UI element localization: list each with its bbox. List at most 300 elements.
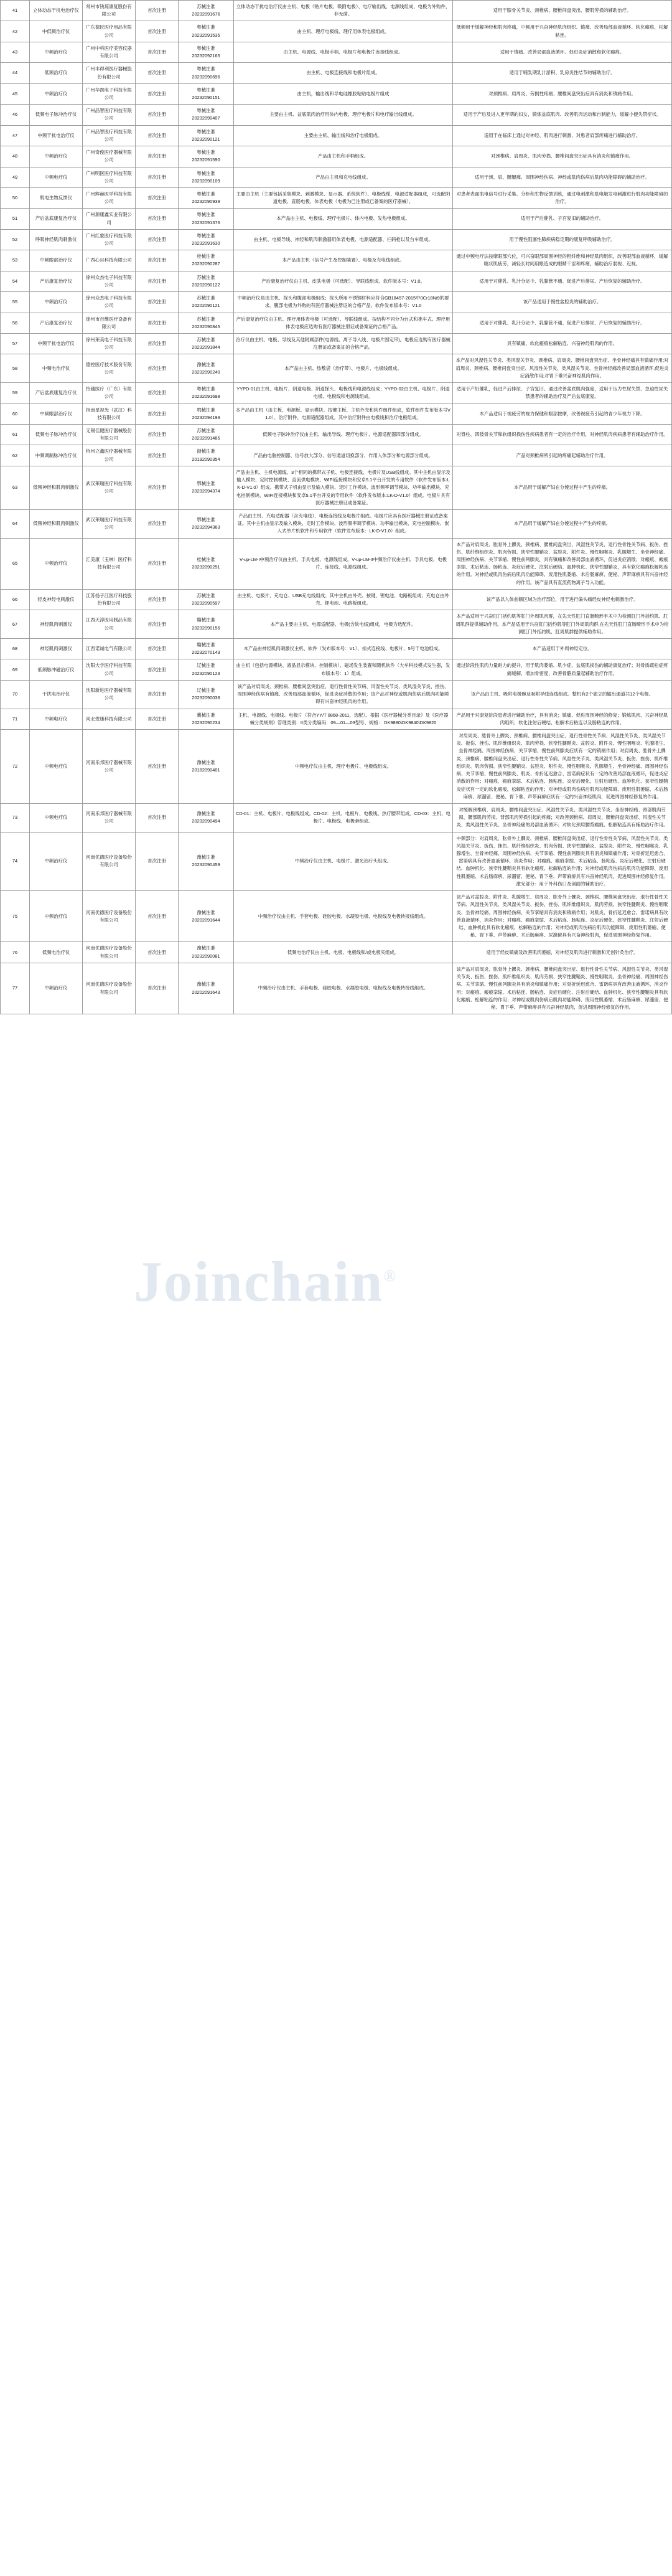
intended-use: 该产品由主机、吸附电极碗及吸附导线连线组成。整机有2个独立的输出通道共12个电极。: [453, 680, 672, 709]
structure-composition: 本产品主要由主机、电源适配器、电极(含软电线)组成，电极为选配件。: [234, 610, 453, 639]
regno-prefix: 粤械注准: [197, 232, 215, 238]
intended-use: 对患者表面肌电信号进行采集、分析和生物反馈训练，通过电刺激和肌电触发电刺激进行肌肉功能障碍的治疗。: [453, 187, 672, 208]
table-row: [1, 187, 672, 208]
registration-type: 首次注册: [136, 610, 179, 639]
row-index: 47: [1, 125, 30, 146]
intended-use: 具有镇痛、软化瘢痕松解粘连、兴奋神经肌肉的作用。: [453, 334, 672, 354]
registration-type: 首次注册: [136, 334, 179, 354]
regno-prefix: 粤械注准: [197, 108, 215, 114]
registration-type: 首次注册: [136, 209, 179, 229]
regno-prefix: 粤械注准: [197, 170, 215, 176]
row-index: 56: [1, 313, 30, 333]
registration-type: 首次注册: [136, 942, 179, 963]
registrant-company: 沈阳大学医疗科技有限公司: [83, 659, 136, 680]
registrant-company: 徐州众杰电子科技有限公司: [83, 271, 136, 291]
row-index: 67: [1, 610, 30, 639]
intended-use: 对肩周炎、肱骨外上髁炎、颈椎病、腰椎间盘突出症、退行性骨性关节病、风湿性关节炎、类风湿关节炎、扳伤、挫伤、肌纤维组织炎、肌肉劳损、狭窄性腱鞘炎、盆腔炎、附件炎、慢性咽喉炎、乳腺增生、坐骨神经痛、周围神经伤病、关节挛缩、慢性前列腺炎症状有一定的镇痛作用；对肩周炎、肱骨外上髁炎、颈椎病、腰椎间盘突出症、退行性骨性关节病、风湿性关节炎、类风湿关节炎、扳伤、挫伤、肌纤维组织炎、肌肉劳损、狭窄性腱鞘炎、盆腔炎、附件炎、慢性咽喉炎、乳腺增生、坐骨神经痛、周围神经伤病、关节挛缩、慢性前列腺炎、肌炎、骨折延迟愈合、雷诺病症状有一定的改善局部血液循环，促进炎症消散的作用；对瘢痕、瘢痕挛缩、术后粘连、肠粘连、炎症后硬化、注射后硬结、血肿机化、狭窄性腱鞘炎症状有一定的软化瘢痕，松解粘连的作用；对神经或肌肉伤病后肌肉功能障碍、废用性肌萎缩、术后肠麻痹、尿潴留、便秘、胃下垂、声带麻痹症状有一定的兴奋神经肌肉，促进周围神经修复的作用。: [453, 729, 672, 803]
row-index: 59: [1, 383, 30, 403]
structure-composition: 中频治疗仪是由主机、探头和腹部电极组成；探头所用不锈钢材料应符合GB18457-2015中0Cr18Ni9的要求。腹部电极为外购的有医疗器械注册证的合格产品。软件发布版本号：V1.0: [234, 292, 453, 313]
product-name: 中频电治疗仪: [30, 354, 83, 383]
intended-use: 适用于产后及进入更年期的妇女，锻炼盆底肌肉、改善肌肉运动和自制能力，缓解小便失禁症状。: [453, 105, 672, 125]
intended-use: 适用于经皮镇痛及改善肌肉萎缩，对神经及肌肉进行刺激和无创针灸治疗。: [453, 942, 672, 963]
structure-composition: 产品由主机和手柄组成。: [234, 146, 453, 167]
intended-use: 本产品适用于外周神经定位。: [453, 639, 672, 659]
registration-type: 首次注册: [136, 424, 179, 445]
registrant-company: 指南星视光（武汉）科技有限公司: [83, 403, 136, 424]
row-index: 49: [1, 167, 30, 187]
regno-prefix: 鄂械注准: [197, 517, 215, 523]
registration-number: [179, 445, 234, 466]
regno-number: 20232091698: [192, 394, 220, 400]
table-row: [1, 963, 672, 1014]
table-row: [1, 891, 672, 942]
regno-number: 20232090845: [192, 323, 220, 329]
product-name: 中频治疗仪: [30, 292, 83, 313]
regno-prefix: 粤械注准: [197, 87, 215, 93]
registrant-company: 广州源康鑫实业有限公司: [83, 209, 136, 229]
registration-number: [179, 125, 234, 146]
watermark-text: Joinchain: [134, 1250, 384, 1313]
table-row: [1, 942, 672, 963]
product-name: 中低频治疗仪: [30, 21, 83, 42]
product-name: 中频治疗仪: [30, 538, 83, 589]
intended-use: 通过阶段性肌肉力量耐力的提升，用于肌肉萎缩、肌少症、盆底肌损伤的辅助康复治疗；对骨质疏松症疼痛缓解，增加骨密度、改善骨骼质量起辅助治疗作用。: [453, 659, 672, 680]
intended-use: 对缓解颈椎病、肩周炎、腰椎间盘突出症、风湿性关节炎、类风湿性关节炎、坐骨神经痛、颈部肌肉劳损、腰部肌肉劳损、背部肌肉劳损引起的疼痛；对改善颈椎病、肩周炎、腰椎间盘突出症、风湿性关节炎、类风湿性关节炎、坐骨神经痛的局部血液循环；对软化颈肩腰背瘢痕、松解粘连具有辅助治疗作用。: [453, 803, 672, 832]
product-name: 低频脉冲磁治疗仪: [30, 659, 83, 680]
product-name: 产后康复治疗仪: [30, 271, 83, 291]
structure-composition: 由主机、电极导线、神经和肌肉刺激器用体表电极、电源适配器、扫码枪以及台车组成。: [234, 229, 453, 250]
registration-type: 首次注册: [136, 538, 179, 589]
regno-number: 20232090459: [192, 862, 220, 868]
row-index: 44: [1, 63, 30, 83]
registration-type: 首次注册: [136, 383, 179, 403]
intended-use: 适用于对催乳、乳汁分泌少、乳腺管不通、促进产后排尿、产后恢复的辅助治疗。: [453, 313, 672, 333]
registration-number: [179, 209, 234, 229]
product-name: 低频神经和肌肉刺激仪: [30, 509, 83, 538]
structure-composition: 立体动态干扰电治疗仪由主机、电极（贴片电极、吸附电极）、电疗输出线、电源线组成，电极为外购件，非无菌。: [234, 1, 453, 21]
table-row: [1, 334, 672, 354]
intended-use: 本产品用于缓解产妇在分娩过程中产生的疼痛。: [453, 509, 672, 538]
regno-number: 20232090121: [192, 136, 220, 142]
structure-composition: 本产品由主机、电极线、理疗电极片、体内电极、发热电极组成。: [234, 209, 453, 229]
registration-number: [179, 83, 234, 104]
registration-number: [179, 729, 234, 803]
table-row: [1, 659, 672, 680]
registration-number: [179, 424, 234, 445]
product-name: 中频调制脉冲治疗仪: [30, 445, 83, 466]
registrant-company: 广东德匠医疗用品有限公司: [83, 21, 136, 42]
registration-number: [179, 334, 234, 354]
regno-number: 20202091644: [192, 917, 220, 923]
registration-number: [179, 891, 234, 942]
registrant-company: 徐州莱美电子科技有限公司: [83, 334, 136, 354]
table-body: [1, 1, 672, 1014]
regno-number: 20232091590: [192, 157, 220, 163]
registration-type: 首次注册: [136, 313, 179, 333]
registrant-company: 杭州立鑫医疗器械有限公司: [83, 445, 136, 466]
table-row: [1, 509, 672, 538]
table-row: [1, 403, 672, 424]
registrant-company: 沈阳新进医疗器械有限公司: [83, 680, 136, 709]
row-index: 77: [1, 963, 30, 1014]
regno-number: 20232070143: [192, 649, 220, 656]
table-row: [1, 63, 672, 83]
regno-number: 20232090597: [192, 600, 220, 606]
regno-prefix: 苏械注准: [197, 4, 215, 9]
structure-composition: 产品由主机和充电线组成。: [234, 167, 453, 187]
registrant-company: 武汉莱瑞医疗科技有限公司: [83, 466, 136, 509]
registration-type: 首次注册: [136, 42, 179, 62]
product-name: 中频电疗仪: [30, 709, 83, 729]
intended-use: 该产品对肩周炎、肱骨外上髁炎、颈椎病、腰椎间盘突出症、退行性骨性关节病、风湿性关节炎、类风湿关节炎、扳伤、挫伤、肌纤维组织炎、肌肉劳损、狭窄性腱鞘炎、慢性咽喉炎、坐骨神经痛、周围神经伤病、关节挛缩、慢性前列腺炎具有消炎和镇痛作用；对骨折延迟愈合、雷诺病具有改善血液循环，消炎作用；对瘢痕、瘢痕挛缩、术后粘连、肠粘连、炎症后硬化、注射后硬结、血肿机化、狭窄性腱鞘炎具有软化瘢痕、松解粘连的作用；对神经或肌肉伤病后肌肉功能障碍、废用性肌萎缩、术后肠麻痹、尿潴留、便秘、胃下垂、声带麻痹具有兴奋神经肌肉，促进周围神经修复的作用。: [453, 963, 672, 1014]
intended-use: 对颈椎病、肩周炎、劳损性疼痛、腰椎间盘突出症具有消炎和镇痛作用。: [453, 83, 672, 104]
regno-number: 20232094363: [192, 524, 220, 531]
structure-composition: 由主机，输出线和导电硅橡胶粘贴电极片组成: [234, 83, 453, 104]
watermark-registered-mark: ®: [383, 1267, 397, 1285]
structure-composition: 主要由主机、盆底肌肉治疗用体内电极、理疗电极片和电疗输出线组成。: [234, 105, 453, 125]
registration-number: [179, 187, 234, 208]
regno-prefix: 冀械注准: [197, 712, 215, 718]
registrant-company: 常州市钱琼康复股份有限公司: [83, 1, 136, 21]
registration-number: [179, 403, 234, 424]
registrant-company: 广州明医医疗科技有限公司: [83, 167, 136, 187]
regno-number: 20232091535: [192, 32, 220, 38]
structure-composition: 中频治疗仪由主机、电极片、激光治疗头组成。: [234, 832, 453, 891]
registrant-company: 河南乐邦医疗器械有限公司: [83, 729, 136, 803]
product-name: 低频治疗仪: [30, 63, 83, 83]
table-row: [1, 466, 672, 509]
registration-type: 首次注册: [136, 403, 179, 424]
registration-type: 首次注册: [136, 167, 179, 187]
registrant-company: 汇美康（玉林）医疗科技有限公司: [83, 538, 136, 589]
regno-number: 20232090123: [192, 670, 220, 676]
intended-use: 适用于对催乳、乳汁分泌少、乳腺管不通、促进产后排尿、产后恢复的辅助治疗。: [453, 271, 672, 291]
registrant-company: 广州华凯电子科技有限公司: [83, 83, 136, 104]
product-name: 中频治疗仪: [30, 891, 83, 942]
table-row: [1, 803, 672, 832]
table-row: [1, 167, 672, 187]
regno-number: 20232090407: [192, 115, 220, 121]
row-index: 72: [1, 729, 30, 803]
regno-number: 20232090939: [192, 199, 220, 205]
joinchain-watermark: [134, 1248, 397, 1314]
registration-type: 首次注册: [136, 729, 179, 803]
registration-type: 首次注册: [136, 803, 179, 832]
product-name: 干扰电治疗仪: [30, 680, 83, 709]
registration-number: [179, 42, 234, 62]
intended-use: 产品用于对康复阶段患者进行辅助治疗，具有消炎；镇痛、促进周围神经的修复；锻炼肌肉、兴奋神经肌肉组织；软化注射后硬结、松解术后粘连以及肠粘连的作用。: [453, 709, 672, 729]
product-name: 经皮神经电刺激仪: [30, 589, 83, 610]
table-row: [1, 589, 672, 610]
table-row: [1, 354, 672, 383]
row-index: 76: [1, 942, 30, 963]
product-name: 产后盆底康复治疗仪: [30, 209, 83, 229]
registration-type: 首次注册: [136, 659, 179, 680]
registration-type: 首次注册: [136, 832, 179, 891]
structure-composition: 产品由主机、充电适配器（含充电线）、电极连接线及电极片组成。电极片应具有医疗器械注册证或备案证。其中主机由显示及输入模块、定时工作模块、波形频率调节模块、功率输出模块、充电控制模块、嵌入式单片机软件和专用软件（软件发布版本：LK-D-V1.0）组成。: [234, 509, 453, 538]
product-name: 低频电子脉冲治疗仪: [30, 105, 83, 125]
regno-prefix: 豫械注准: [197, 981, 215, 988]
registration-type: 首次注册: [136, 709, 179, 729]
regno-number: 20232091844: [192, 344, 220, 351]
regno-prefix: 苏械注准: [197, 592, 215, 598]
regno-number: 20232090234: [192, 719, 220, 725]
regno-prefix: 粤械注准: [197, 66, 215, 72]
registration-type: 首次注册: [136, 292, 179, 313]
registration-type: 首次注册: [136, 963, 179, 1014]
registration-type: 首次注册: [136, 680, 179, 709]
regno-prefix: 鄂械注准: [197, 481, 215, 487]
registration-number: [179, 292, 234, 313]
registrant-company: 广西心目科技有限公司: [83, 250, 136, 271]
registrant-company: 江苏扬子江医疗科技股份有限公司: [83, 589, 136, 610]
product-name: 低频电治疗仪: [30, 942, 83, 963]
intended-use: 对脊柱、四肢骨关节和软组织损伤性疾病患者有一定的治疗作用，对神经肌肉疾病患者有辅助治疗作用。: [453, 424, 672, 445]
product-name: 中频眼部治疗仪: [30, 250, 83, 271]
registrant-company: 广州中科医疗美容仪器有限公司: [83, 42, 136, 62]
intended-use: 适用于镇痛、改善局部血液循环、促进炎症消散和软化瘢痕。: [453, 42, 672, 62]
registrant-company: 德控医疗技术股份有限公司: [83, 354, 136, 383]
regno-prefix: 豫械注准: [197, 945, 215, 951]
structure-composition: 本产品由主机（由主板、电源板、显示模块、按键主板、主机外壳和软件组件组成，软件组件发布版本号V1.0）、治疗附件、电源适配器组成。其中治疗附件由电极线和治疗电极组成。: [234, 403, 453, 424]
device-registration-table: [0, 0, 672, 1014]
intended-use: 本产品对风湿性关节炎、类风湿关节炎、颈椎病、肩周炎、腰椎间盘突出症、坐骨神经痛具有镇痛作用;对肩周炎、颈椎病、腰椎间盘突出症、风湿性关节炎、类风湿关节炎、坐骨神经痛改善局部血液循环,促进炎症消散作用;对胃下垂兴奋神经肌肉作用。: [453, 354, 672, 383]
regno-number: 20232090038: [192, 695, 220, 701]
intended-use: 适用于哺乳期乳汁淤积、乳房炎性结节的辅助治疗。: [453, 63, 672, 83]
product-name: 中频治疗仪: [30, 146, 83, 167]
structure-composition: 产品由主机、主机电源线、3个相同的携带式子机、电极连接线、电极片及USB线组成。其中主机由显示及输入模块、定时控制模块、直流供电模块、WIFI连接模块和安卓5.1平台开发的专用软件（软件发布版本:LK-D-V1.0）组成。携带式子机由显示及输入模块、定时工作模块、波形频率调节模块、功率输出模块、充电控制模块、WIFI连接模块和安卓5.1平台开发的专用软件（软件发布版本:LK-D-V1.0）组成。电极片具有医疗器械注册证或备案证。: [234, 466, 453, 509]
product-name: 中频干扰电治疗仪: [30, 125, 83, 146]
regno-prefix: 粤械注准: [197, 128, 215, 134]
intended-use: 适用于在临床上通过对神经、肌肉进行刺激，对患者肩部疼痛进行辅助治疗。: [453, 125, 672, 146]
registration-number: [179, 21, 234, 42]
intended-use: 本产品适用于视疲劳的视力保健和眼部按摩，改善视疲劳引起的青少年视力下降。: [453, 403, 672, 424]
intended-use: 用于慢性阻塞性肺疾病稳定期的康复呼吸辅助治疗。: [453, 229, 672, 250]
regno-number: 20202090121: [192, 303, 220, 309]
row-index: 53: [1, 250, 30, 271]
registration-type: 首次注册: [136, 509, 179, 538]
structure-composition: 产后康复治疗仪由主机、皮肤电极（可选配）、导联线组成。软件版本号：V1.0。: [234, 271, 453, 291]
regno-prefix: 豫械注准: [197, 854, 215, 861]
row-index: 64: [1, 509, 30, 538]
registration-type: 首次注册: [136, 63, 179, 83]
regno-number: 20232090287: [192, 261, 220, 267]
registration-type: 首次注册: [136, 83, 179, 104]
registrant-company: 河北煜康科技有限公司: [83, 709, 136, 729]
product-name: 立体动态干扰电治疗仪: [30, 1, 83, 21]
structure-composition: 由主机、电源线、电极手柄、电极片和电极片连接线组成。: [234, 42, 453, 62]
intended-use: 适用于产妇催乳，促进产后排尿、子宫复旧。通过改善盆底肌肉强度，适用于压力性尿失禁、急迫性尿失禁患者的辅助治疗及产后盆底康复。: [453, 383, 672, 403]
row-index: 55: [1, 292, 30, 313]
registration-number: [179, 509, 234, 538]
registration-type: 首次注册: [136, 105, 179, 125]
registration-type: 首次注册: [136, 891, 179, 942]
row-index: 42: [1, 21, 30, 42]
regno-prefix: 粤械注准: [197, 386, 215, 392]
product-name: 产后盆底康复治疗仪: [30, 383, 83, 403]
regno-prefix: 鄂械注准: [197, 407, 215, 413]
row-index: 52: [1, 229, 30, 250]
intended-use: 该产品对盆腔炎、附件炎、乳腺增生、肩周炎、肱骨外上髁炎、颈椎病、腰椎间盘突出症、退行性骨性关节病、风湿性关节炎、类风湿关节炎、扳伤、挫伤、肌纤维组织炎、肌肉劳损、狭窄性腱鞘炎、慢性咽喉炎、坐骨神经痛、周围神经伤病、关节挛缩具有消炎和镇痛作用；对肌炎、骨折延迟愈合、雷诺病具有改善血液循环，消炎作用；对瘢痕、瘢痕挛缩、术后粘连、肠粘连、炎症后硬化、狭窄性腱鞘炎、注射后硬结、血肿机化具有软化瘢痕、松解粘连的作用；对神经或肌肉伤病后肌肉功能障碍、废用性肌萎缩、便秘、胃下垂、声带麻痹、术后肠麻痹、尿潴留具有兴奋神经肌肉，促进周围神经修复作用。: [453, 891, 672, 942]
structure-composition: 由主机（包括电源模块、液晶显示模块、控制模块）、磁场发生装置和随机软件（大牟科技模式发生器，发布版本号：1）组成。: [234, 659, 453, 680]
intended-use: 低频用于缓解神经和肌肉疼痛，中频用于兴奋神经肌肉组织、镇痛、改善局部血液循环、软化瘢痕、松解粘连。: [453, 21, 672, 42]
table-row: [1, 383, 672, 403]
structure-composition: 本产品由主机（信号产生及控制装置）、电极及充电线组成。: [234, 250, 453, 271]
regno-number: 20232090156: [192, 625, 220, 631]
structure-composition: 该产品对肩周炎、颈椎病、腰椎间盘突出症、退行性骨性关节病、风湿性关节炎、类风湿关节炎、挫伤、周围神经伤病有镇痛、改善局部血液循环，促进炎症消散的作用；该产品对神经或肌肉伤病后肌肉功能障碍有兴奋神经肌肉的作用。: [234, 680, 453, 709]
regno-number: 20192090354: [192, 456, 220, 462]
table-row: [1, 538, 672, 589]
regno-prefix: 赣械注准: [197, 617, 215, 623]
intended-use: 该产品以人体前额区域为治疗部位，用于进行偏头痛经皮神经电刺激治疗。: [453, 589, 672, 610]
product-name: 产后康复治疗仪: [30, 313, 83, 333]
row-index: 69: [1, 659, 30, 680]
regno-prefix: 桂械注准: [197, 253, 215, 260]
table-row: [1, 729, 672, 803]
registration-number: [179, 639, 234, 659]
product-name: 神经肌肉刺激仪: [30, 610, 83, 639]
row-index: 70: [1, 680, 30, 709]
regno-prefix: 粤械注准: [197, 212, 215, 218]
registrant-company: 广州品智医疗科技有限公司: [83, 105, 136, 125]
structure-composition: 本产品由神经肌肉刺激仪主机、软件（发布版本号：V1）、扣式连接线、电极片、5号干电池组成。: [234, 639, 453, 659]
regno-number: 20232090696: [192, 73, 220, 80]
registration-type: 首次注册: [136, 445, 179, 466]
row-index: 62: [1, 445, 30, 466]
table-row: [1, 445, 672, 466]
regno-prefix: 苏械注准: [197, 337, 215, 342]
registration-number: [179, 271, 234, 291]
row-index: 51: [1, 209, 30, 229]
table-row: [1, 424, 672, 445]
intended-use: 适用于膝骨关节炎、颈椎病、腰椎间盘突出、腰肌劳损的辅助治疗。: [453, 1, 672, 21]
table-row: [1, 209, 672, 229]
regno-number: 20232090240: [192, 369, 220, 375]
table-row: [1, 292, 672, 313]
registrant-company: 广州辉赫医学科技有限公司: [83, 187, 136, 208]
registration-number: [179, 466, 234, 509]
table-row: [1, 250, 672, 271]
table-row: [1, 21, 672, 42]
registration-number: [179, 313, 234, 333]
registration-number: [179, 1, 234, 21]
regno-prefix: 粤械注准: [197, 45, 215, 51]
table-row: [1, 42, 672, 62]
table-row: [1, 229, 672, 250]
registrant-company: 江西诺诚电气有限公司: [83, 639, 136, 659]
regno-prefix: 豫械注准: [197, 811, 215, 817]
registration-number: [179, 250, 234, 271]
registration-type: 首次注册: [136, 146, 179, 167]
regno-prefix: 桂械注准: [197, 557, 215, 563]
registration-number: [179, 659, 234, 680]
regno-prefix: 粤械注准: [197, 24, 215, 31]
registration-number: [179, 354, 234, 383]
registration-number: [179, 803, 234, 832]
regno-prefix: 浙械注准: [197, 448, 215, 455]
row-index: 65: [1, 538, 30, 589]
regno-prefix: 豫械注准: [197, 909, 215, 915]
registration-number: [179, 167, 234, 187]
registration-type: 首次注册: [136, 21, 179, 42]
row-index: 68: [1, 639, 30, 659]
table-row: [1, 1, 672, 21]
table-row: [1, 271, 672, 291]
row-index: 63: [1, 466, 30, 509]
registrant-company: 江西天淳医用制品有限公司: [83, 610, 136, 639]
structure-composition: V-up-LM-I中频治疗仪由主机、手具电极、电源线组成。V-up-LM-II中频治疗仪由主机、手具电极、电极片、连接线、电源线组成。: [234, 538, 453, 589]
row-index: 48: [1, 146, 30, 167]
regno-number: 20202090122: [192, 281, 220, 288]
regno-number: 20232091376: [192, 219, 220, 225]
intended-use: 本产品对肩周炎、肱骨外上髁炎、颈椎病、腰椎间盘突出、风湿性关节炎、退行性骨性关节病、扳伤、挫伤、肌纤维组织炎、肌肉劳损、狭窄性腱鞘炎、盆腔炎、附件炎、慢性咽喉炎、乳腺增生、坐骨神经痛、周围神经伤病、关节挛缩、慢性前列腺炎，具有镇痛和改善局部血液循环，促进炎症消散；对瘢痕、瘢痕挛缩、术后粘连、肠粘连、炎症后硬化、注射后硬结、血肿机化、狭窄性腱鞘炎，具有软化瘢痕松解粘连的作用。对神经或肌肉伤病后肌肉功能障碍、废用性肌萎缩、术后肠麻痹、便秘、声带麻痹具有兴奋神经的作用。该产品具有直流药物离子导入功能。: [453, 538, 672, 589]
intended-use: 本产品用于缓解产妇在分娩过程中产生的疼痛。: [453, 466, 672, 509]
structure-composition: 由主机、电极片、充电仓、USB充电线组成；其中主机由外壳、按键、锂电池、电路板组成；充电仓由外壳、锂电池、电路板组成。: [234, 589, 453, 610]
structure-composition: 中频治疗仪由主机、手套电极、硅胶电极、水凝胶电极、电极线及电极转接线组成。: [234, 963, 453, 1014]
product-name: 中频电疗仪: [30, 729, 83, 803]
regno-number: 20232094374: [192, 488, 220, 494]
regno-number: 20202091643: [192, 989, 220, 995]
registration-number: [179, 680, 234, 709]
regno-number: 20232090494: [192, 818, 220, 824]
row-index: 46: [1, 105, 30, 125]
row-index: 54: [1, 271, 30, 291]
registration-number: [179, 105, 234, 125]
table-row: [1, 313, 672, 333]
product-name: 低频电子脉冲治疗仪: [30, 424, 83, 445]
structure-composition: 低频电治疗仪由主机、电极、电极线和/或电极夹组成。: [234, 942, 453, 963]
product-name: 呼吸神经肌肉刺激仪: [30, 229, 83, 250]
registrant-company: 广州奇俊医疗器械有限公司: [83, 146, 136, 167]
registration-type: 首次注册: [136, 639, 179, 659]
regno-number: 20232090109: [192, 177, 220, 184]
structure-composition: 主机、电源线、电极线、电极片（符合YY/T 0868-2011，选配）。根据《医疗器械分类目录》及《医疗器械分类规则》管理类别：II类分类编码：09—01—03型号、规格： DK9880\DK9840\DK9820: [234, 709, 453, 729]
regno-number: 20182090401: [192, 767, 220, 773]
regno-prefix: 豫械注准: [197, 759, 215, 765]
row-index: 57: [1, 334, 30, 354]
row-index: 71: [1, 709, 30, 729]
registrant-company: 广州品智医疗科技有限公司: [83, 125, 136, 146]
structure-composition: 低频电子脉冲治疗仪由主机、输出导线、理疗电极片、电源适配器四部分组成。: [234, 424, 453, 445]
row-index: 58: [1, 354, 30, 383]
registration-type: 首次注册: [136, 589, 179, 610]
row-index: 41: [1, 1, 30, 21]
intended-use: 适用于产后催乳、子宫复旧的辅助治疗。: [453, 209, 672, 229]
regno-prefix: 赣械注准: [197, 642, 215, 648]
table-row: [1, 83, 672, 104]
intended-use: 本产品适用于兴奋肛门括约肌等肛门外周肌肉群，在先天性肛门直肠畸形手术中为检测肛门外括约肌、肛周肌群提供辅助作用。本产品适用于兴奋肛门括约肌等肛门外周肌肉群,在先天性肛门直肠畸形手术中为检测肛门外括约肌、肛周肌群提供辅助作用。: [453, 610, 672, 639]
registrant-company: 河南优德医疗设备股份有限公司: [83, 963, 136, 1014]
product-name: 肌电生物反馈仪: [30, 187, 83, 208]
table-row: [1, 105, 672, 125]
registration-type: 首次注册: [136, 250, 179, 271]
intended-use: 产品对颈椎病所引起的疼痛起辅助治疗作用。: [453, 445, 672, 466]
structure-composition: CD-01：主机、电极片、电极线组成。CD-02：主机、电极片、电极线、热疗腰带组成。CD-03：主机、电极片、电极线、电极套组成。: [234, 803, 453, 832]
intended-use: 该产品适用于慢性盆腔炎的辅助治疗。: [453, 292, 672, 313]
table-row: [1, 146, 672, 167]
registration-number: [179, 63, 234, 83]
registrant-company: 徐州众杰电子科技有限公司: [83, 292, 136, 313]
structure-composition: 本产品由主机、热敷袋（治疗带）、电极片、电极线组成。: [234, 354, 453, 383]
structure-composition: 治疗仪由主机、电极、导线及其他附属部件(电源线、离子导入线、电极片固定带)。电极应选购有医疗器械注册证或备案证的合格产品。: [234, 334, 453, 354]
table-row: [1, 680, 672, 709]
structure-composition: 主要由主机、输出线和治疗电极组成。: [234, 125, 453, 146]
registration-number: [179, 963, 234, 1014]
row-index: 50: [1, 187, 30, 208]
registrant-company: 河南优德医疗设备股份有限公司: [83, 891, 136, 942]
registration-number: [179, 146, 234, 167]
product-name: 中频治疗仪: [30, 832, 83, 891]
